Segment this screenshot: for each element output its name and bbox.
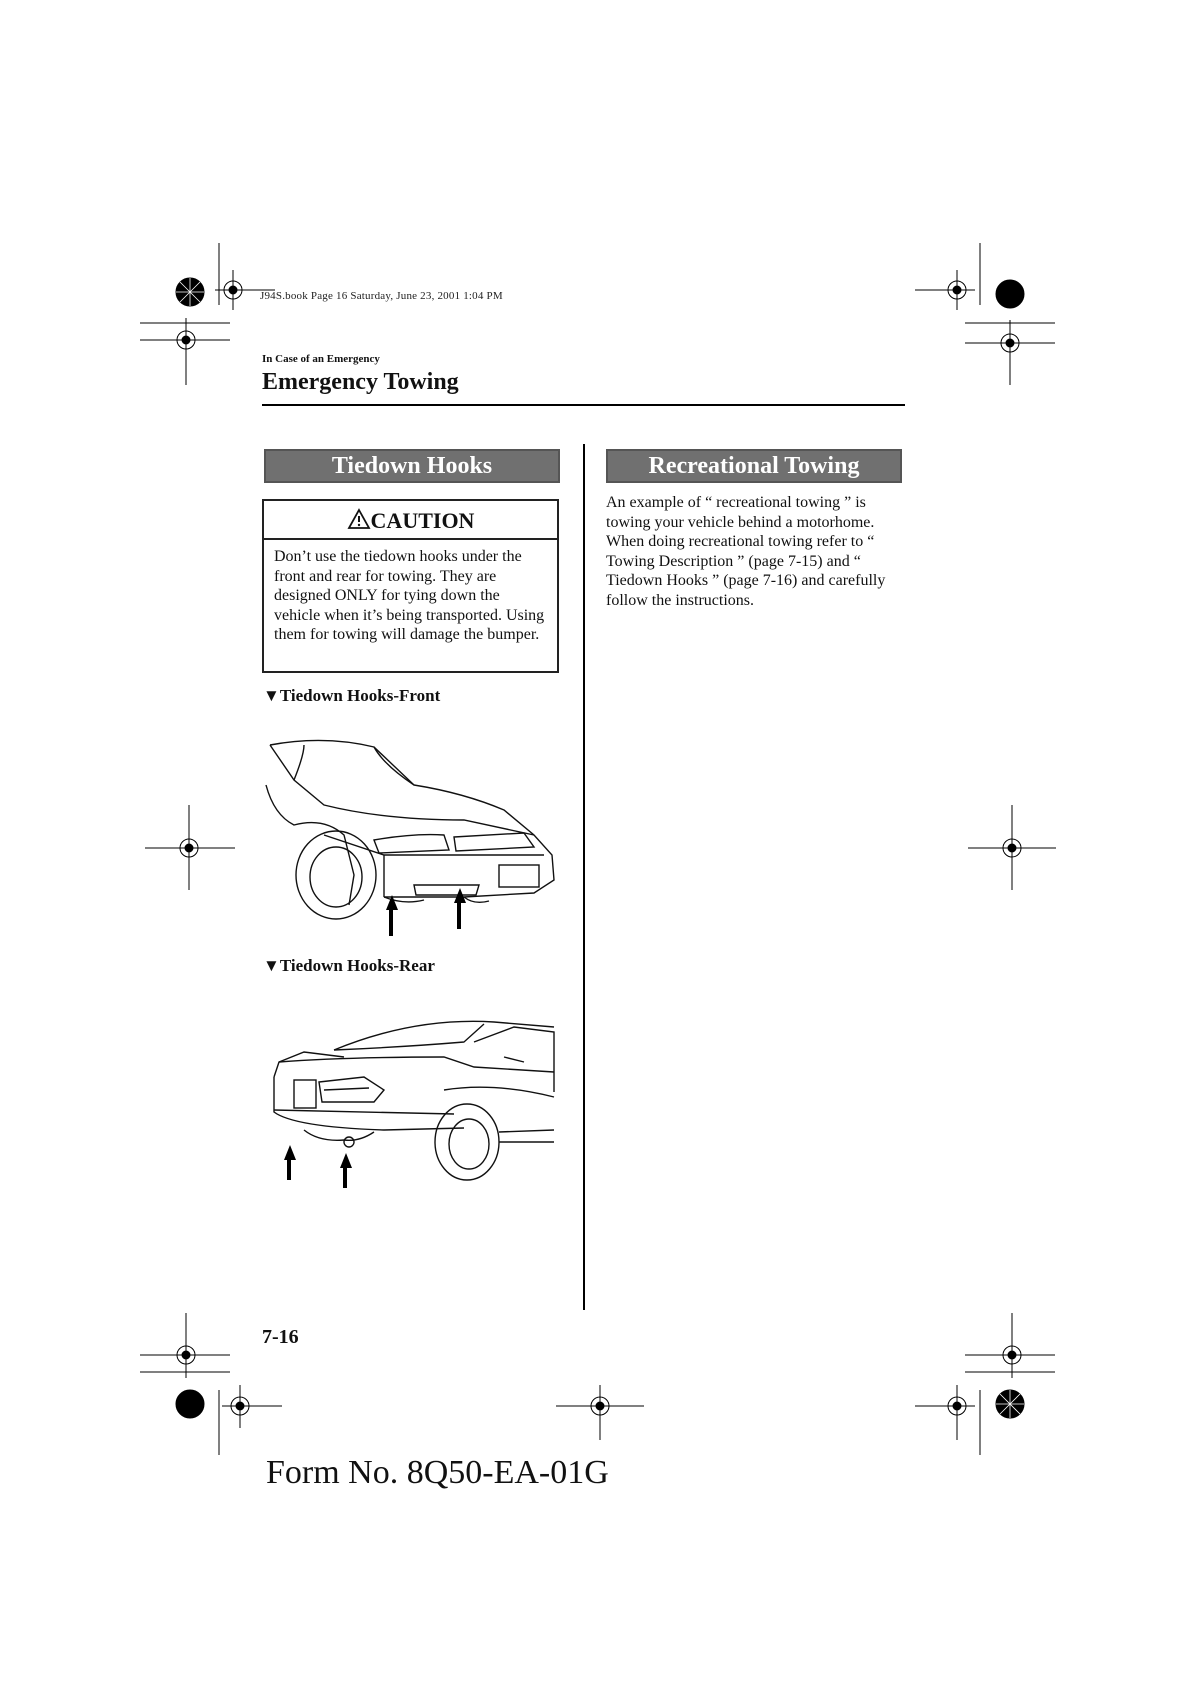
crosshair-registration-mark-icon <box>968 805 1056 890</box>
starburst-target-icon <box>996 280 1024 308</box>
rear-car-illustration <box>264 1002 564 1192</box>
form-number: Form No. 8Q50-EA-01G <box>266 1454 609 1491</box>
caution-body: Don’t use the tiedown hooks under the front and rear for towing. They are designed ONLY for tying down the vehicle when it’s being transported. Using them for towing will damage the bumper. <box>274 548 545 643</box>
caution-box <box>262 499 559 673</box>
starburst-target-icon <box>996 1390 1024 1418</box>
crosshair-registration-mark-icon <box>222 1385 282 1428</box>
crosshair-registration-mark-icon <box>140 318 230 385</box>
crosshair-registration-mark-icon <box>556 1385 644 1440</box>
starburst-target-icon <box>176 278 204 306</box>
crosshair-registration-mark-icon <box>145 805 235 890</box>
recreational-towing-banner: Recreational Towing <box>606 449 902 483</box>
title-rule <box>262 404 905 406</box>
warning-triangle-icon <box>347 508 371 530</box>
crosshair-registration-mark-icon <box>965 320 1055 385</box>
page-number: 7-16 <box>262 1326 299 1348</box>
crosshair-registration-mark-icon <box>965 1313 1055 1378</box>
caution-heading <box>264 501 557 540</box>
caution-label: CAUTION <box>370 508 475 533</box>
crosshair-registration-mark-icon <box>140 1313 230 1378</box>
crosshair-registration-mark-icon <box>915 1385 975 1440</box>
front-hooks-heading: ▼Tiedown Hooks-Front <box>263 686 441 705</box>
slug-line: J94S.book Page 16 Saturday, June 23, 2001 1:04 PM <box>260 290 503 302</box>
page-title: Emergency Towing <box>262 369 459 395</box>
column-divider <box>583 444 585 1310</box>
rear-hooks-heading: ▼Tiedown Hooks-Rear <box>263 956 435 975</box>
crosshair-registration-mark-icon <box>915 270 975 310</box>
starburst-target-icon <box>176 1390 204 1418</box>
recreational-towing-text: An example of “ recreational towing ” is towing your vehicle behind a motorhome. When doing recreational towing refer to “ Towing Description ” (page 7-15) and “ Tiedown Hooks ” (page 7-16) and carefully follow the instructions. <box>606 494 886 609</box>
tiedown-hooks-banner: Tiedown Hooks <box>264 449 560 483</box>
section-label: In Case of an Emergency <box>262 353 380 365</box>
front-car-illustration <box>264 725 564 940</box>
